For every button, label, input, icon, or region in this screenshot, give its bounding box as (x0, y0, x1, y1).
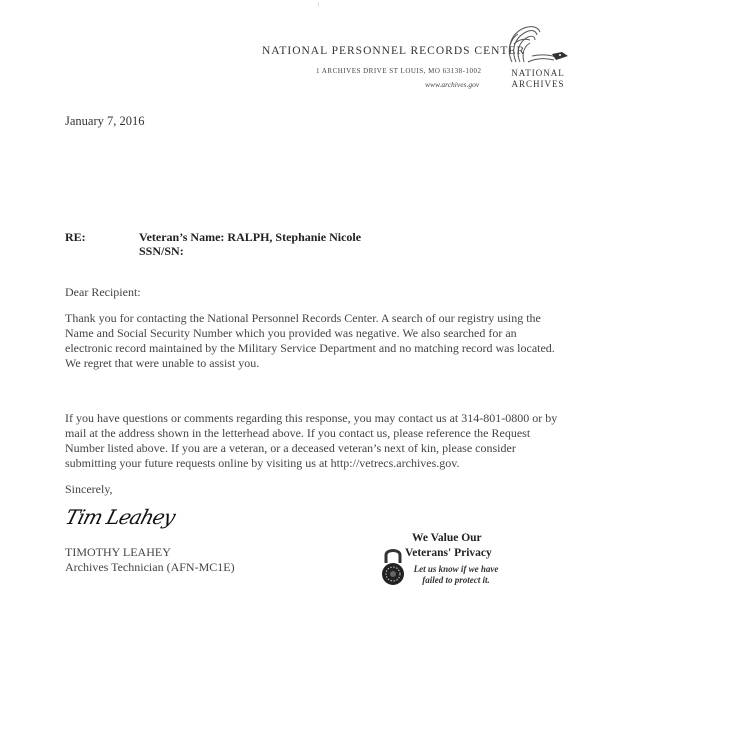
letterhead-website: www.archives.gov (425, 80, 480, 89)
privacy-subtext-line2: failed to protect it. (422, 575, 490, 585)
scan-mark (318, 2, 319, 7)
letterhead-organization: NATIONAL PERSONNEL RECORDS CENTER (262, 45, 526, 57)
privacy-heading-line2: Veterans' Privacy (405, 547, 492, 559)
signer-name: TIMOTHY LEAHEY (65, 545, 171, 559)
re-details (139, 230, 361, 258)
privacy-subtext (410, 564, 502, 586)
greeting: Dear Recipient: (65, 285, 141, 299)
closing: Sincerely, (65, 482, 113, 496)
body-paragraph-1: Thank you for contacting the National Personnel Records Center. A search of our registry using the Name and Social Security Number which you provided was negative. We also searched for an electronic record maintained by the Military Service Department and no matching record was located. We regret that were unable to assist you. (65, 311, 555, 370)
veteran-name-line: Veteran’s Name: RALPH, Stephanie Nicole (139, 230, 362, 244)
signature: Tim Leahey (62, 505, 178, 529)
logo-text-line1: NATIONAL (511, 68, 565, 78)
letterhead-address: 1 ARCHIVES DRIVE ST LOUIS, MO 63138-1002 (316, 67, 482, 75)
logo-text-line2: ARCHIVES (511, 79, 565, 89)
body-paragraph-2: If you have questions or comments regarding this response, you may contact us at 314-801-0800 or by mail at the address shown in the letterhead above. If you contact us, please reference the Request Number listed above. If you are a veteran, or a deceased veteran’s next of kin, please consider submitting your future requests online by visiting us at http://vetrecs.archives.gov. (65, 411, 558, 470)
ssn-line: SSN/SN: (139, 244, 184, 258)
eagle-icon (502, 24, 572, 68)
padlock-icon (380, 545, 406, 587)
national-archives-logo-text (508, 68, 568, 90)
letter-date: January 7, 2016 (65, 114, 145, 128)
signer-title: Archives Technician (AFN-MC1E) (65, 560, 235, 574)
privacy-subtext-line1: Let us know if we have (413, 564, 499, 574)
privacy-heading-line1: We Value Our (412, 532, 482, 544)
re-label: RE: (65, 230, 86, 244)
